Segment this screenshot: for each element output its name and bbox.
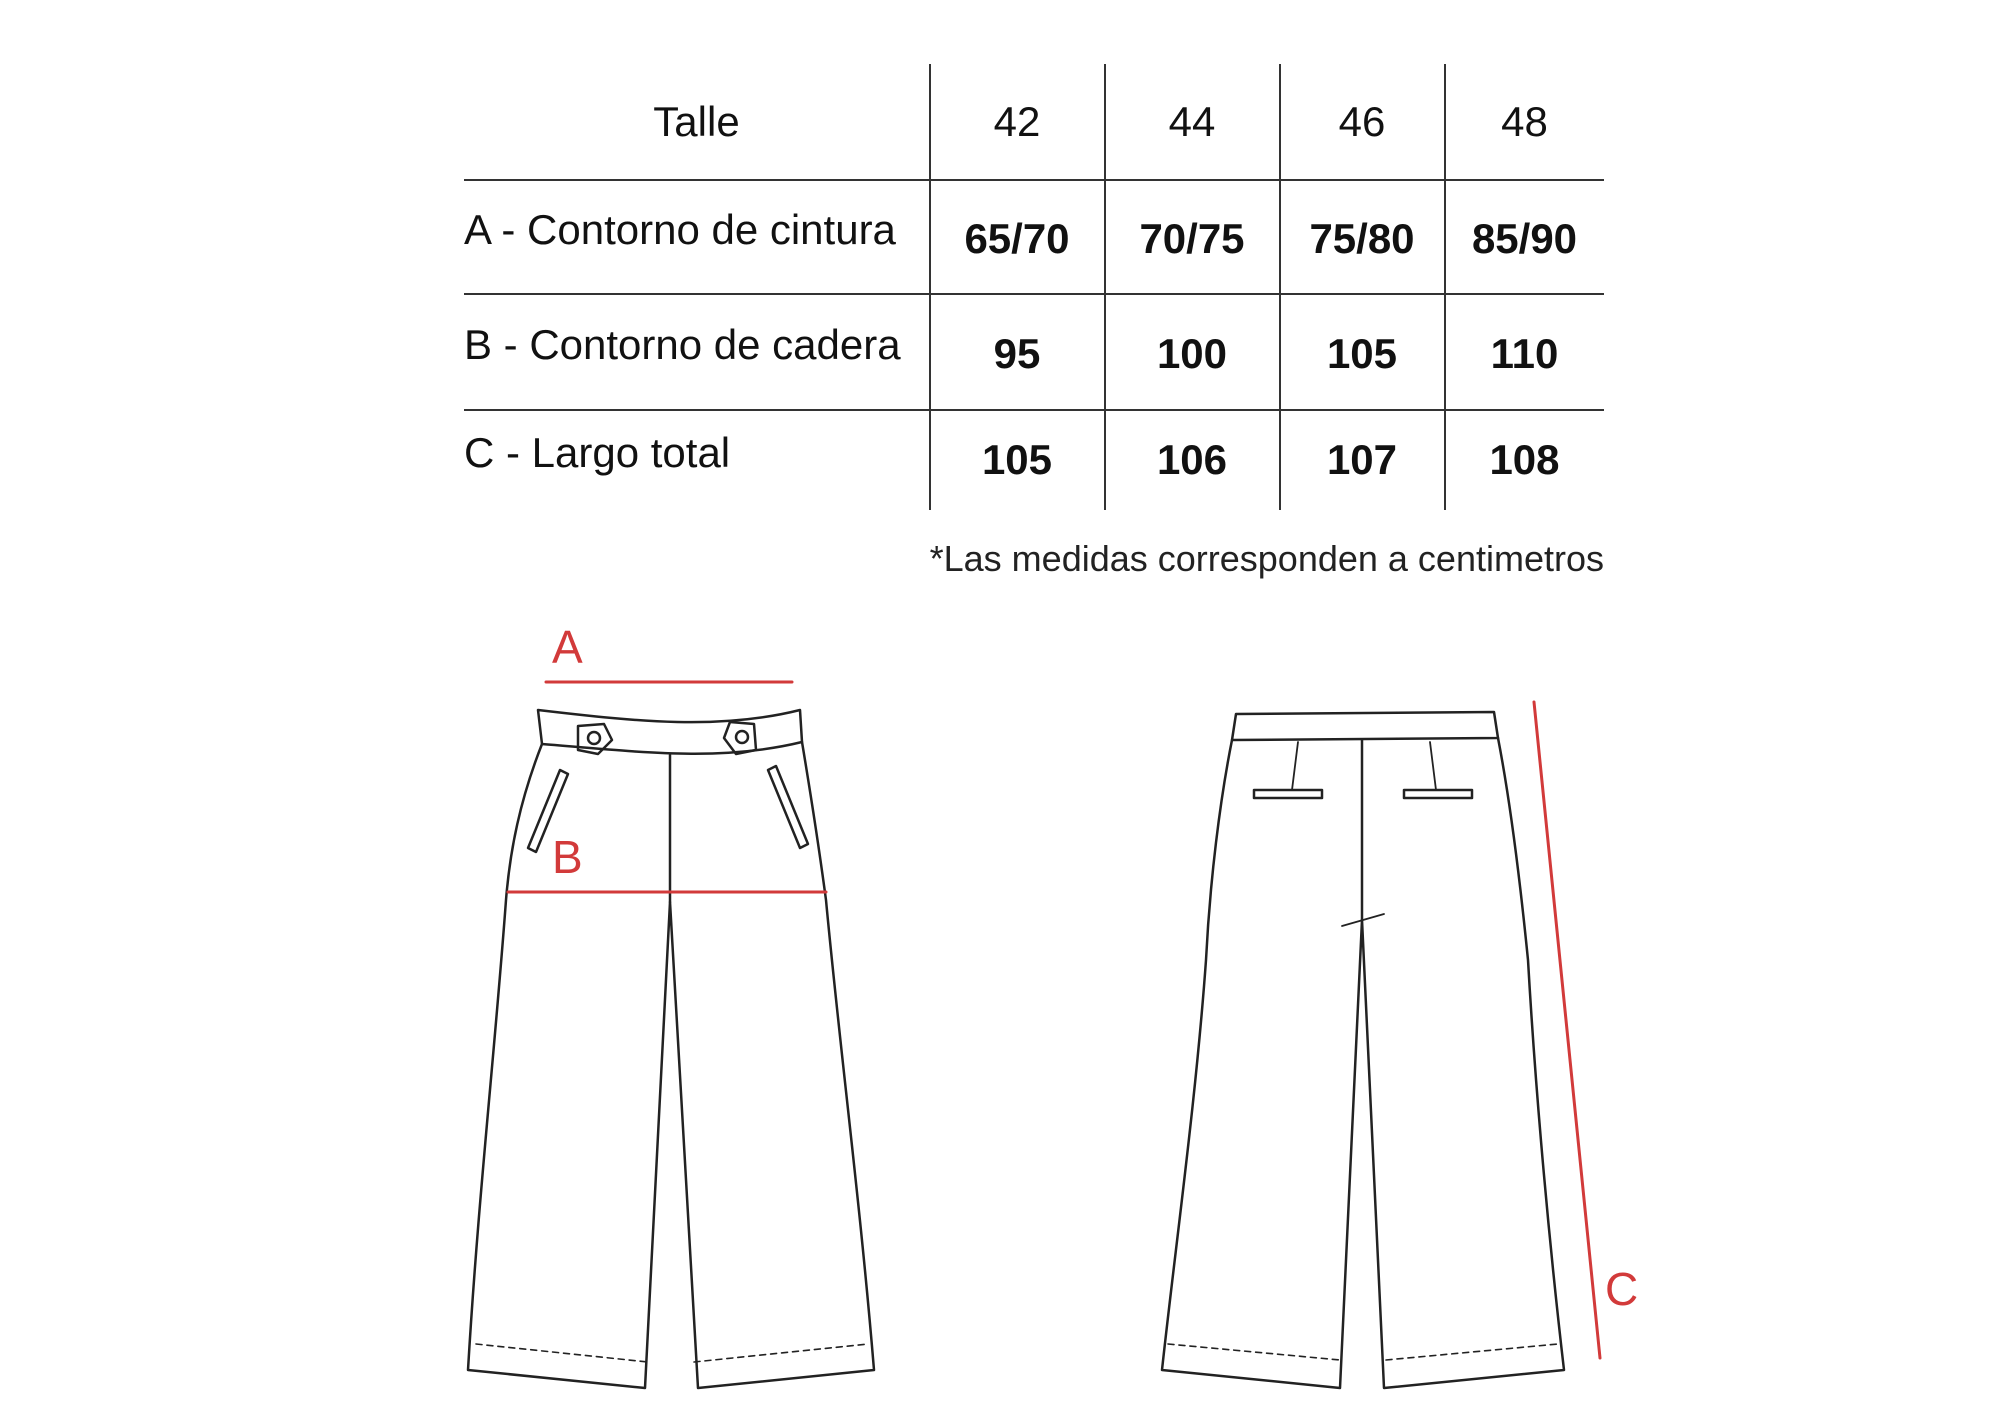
table-cell: 105 [1326, 330, 1398, 377]
table-cell: 108 [1489, 436, 1560, 483]
size-header: 42 [993, 98, 1041, 145]
back-left-hem-stitch [1168, 1344, 1340, 1360]
marker-a-label: A [552, 621, 583, 673]
trousers-front-view [468, 710, 874, 1388]
left-back-pocket [1254, 790, 1322, 798]
row-label: A - Contorno de cintura [464, 206, 896, 253]
table-cell: 100 [1156, 330, 1228, 377]
right-back-pocket [1404, 790, 1472, 798]
size-header-label: Talle [653, 98, 740, 145]
right-tab [724, 722, 756, 754]
units-note: *Las medidas corresponden a centimetros [929, 538, 1604, 579]
length-measure-line [1534, 702, 1600, 1358]
table-cell: 95 [993, 330, 1041, 377]
table-cell: 110 [1490, 330, 1559, 377]
right-button [736, 731, 748, 743]
row-label: B - Contorno de cadera [464, 321, 901, 368]
row-label: C - Largo total [464, 429, 731, 476]
marker-b-label: B [552, 831, 583, 883]
table-cell: 70/75 [1139, 215, 1245, 262]
left-button [588, 732, 600, 744]
left-hem-stitch [476, 1344, 648, 1362]
trousers-back-view [1162, 712, 1564, 1388]
size-header: 48 [1501, 98, 1548, 145]
table-cell: 105 [981, 436, 1053, 483]
table-cell: 75/80 [1309, 215, 1415, 262]
right-pocket-slit [768, 766, 808, 848]
size-header: 46 [1338, 98, 1386, 145]
marker-c-label: C [1605, 1263, 1639, 1315]
table-cell: 107 [1326, 436, 1398, 483]
back-right-hem-stitch [1386, 1344, 1558, 1360]
table-cell: 65/70 [964, 215, 1070, 262]
back-waistband [1232, 712, 1498, 740]
right-dart [1430, 742, 1436, 790]
left-dart [1292, 742, 1298, 790]
right-hem-stitch [694, 1344, 868, 1362]
size-header: 44 [1168, 98, 1216, 145]
measurement-lines [508, 682, 1600, 1358]
table-cell: 106 [1156, 436, 1228, 483]
table-cell: 85/90 [1471, 215, 1578, 262]
